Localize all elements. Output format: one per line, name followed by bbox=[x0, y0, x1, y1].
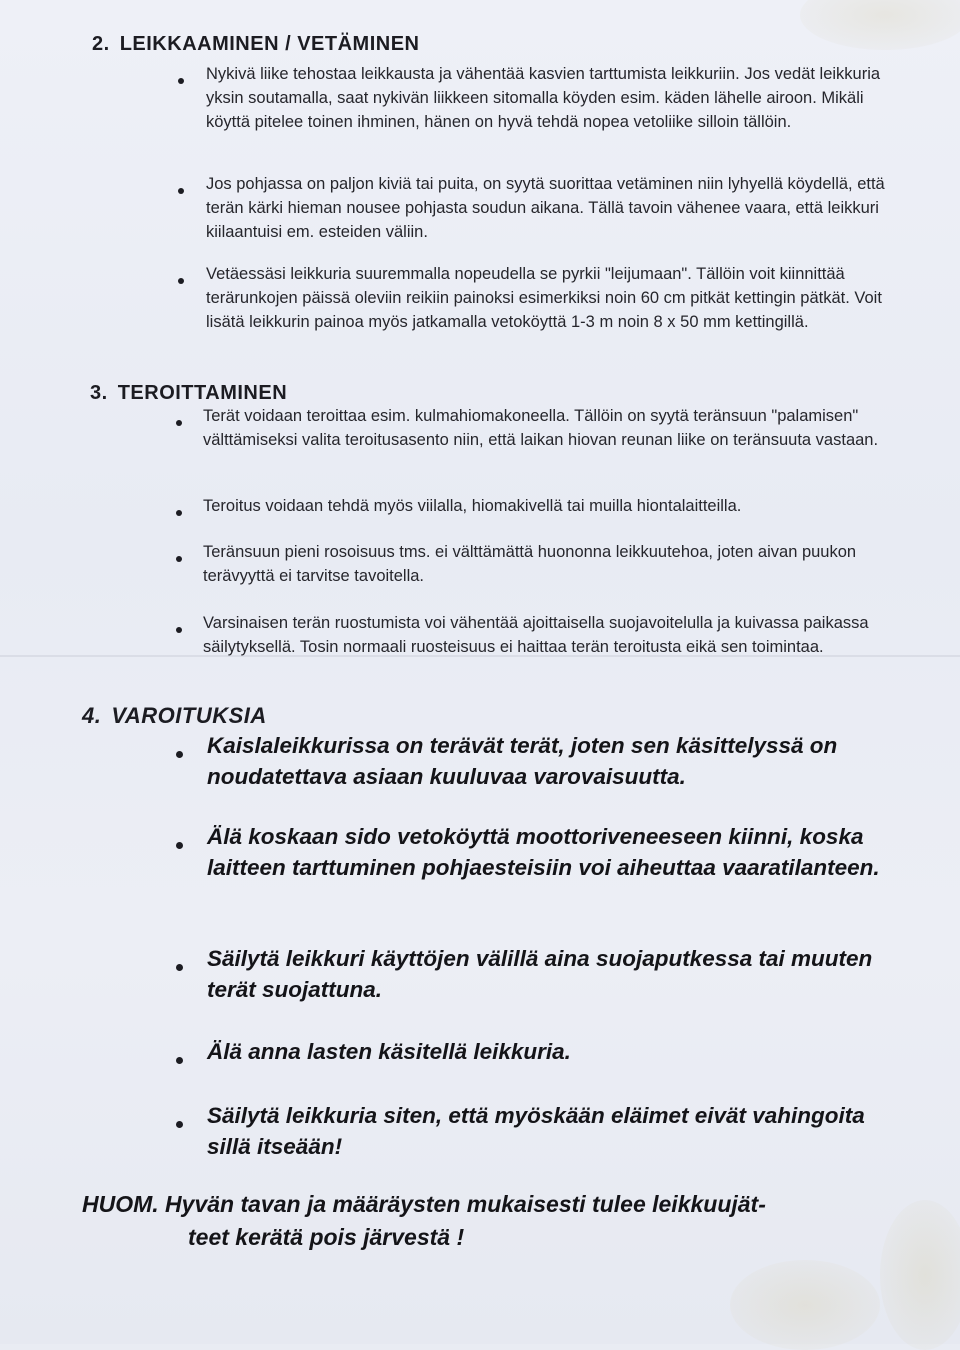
bullet-icon bbox=[178, 188, 184, 194]
bullet-icon bbox=[176, 751, 183, 758]
bullet-icon bbox=[176, 964, 183, 971]
item-text: Terät voidaan teroittaa esim. kulmahiomakoneella. Tällöin on syytä teränsuun "palamisen" välttämiseksi valita teroitusasento niin, että laikan hiovan reunan liike on teränsuuta vastaan. bbox=[203, 407, 879, 449]
bullet-icon bbox=[176, 556, 182, 562]
item-text: Nykivä liike tehostaa leikkausta ja vähentää kasvien tarttumista leikkuriin. Jos vedät leikkuria yksin soutamalla, saat nykivän liikkeen sitomalla köyden esim. käden lähelle airoon. Mikäli köyttä pitelee toinen ihminen, hänen on hyvä tehdä nopea vetoliike silloin tällöin. bbox=[206, 65, 881, 131]
note-line-2: teet kerätä pois järvestä ! bbox=[188, 1224, 465, 1250]
bullet-icon bbox=[176, 1121, 183, 1128]
bullet-icon bbox=[178, 278, 184, 284]
bullet-icon bbox=[176, 1057, 183, 1064]
item-text: Teroitus voidaan tehdä myös viilalla, hiomakivellä tai muilla hiontalaitteilla. bbox=[203, 497, 742, 515]
bullet-icon bbox=[176, 627, 182, 633]
section-heading bbox=[92, 33, 419, 56]
bullet-icon bbox=[178, 78, 184, 84]
bullet-icon bbox=[176, 842, 183, 849]
section-heading bbox=[90, 382, 287, 405]
warning-text: Säilytä leikkuria siten, että myöskään eläimet eivät vahingoita sillä itseään! bbox=[207, 1103, 865, 1159]
section-number: 4. bbox=[82, 703, 102, 728]
section-title: VAROITUKSIA bbox=[111, 703, 267, 728]
section-number: 3. bbox=[90, 382, 108, 404]
section-title: LEIKKAAMINEN / VETÄMINEN bbox=[119, 33, 420, 55]
section-title: TEROITTAMINEN bbox=[117, 382, 288, 404]
warning-text: Älä koskaan sido vetoköyttä moottoriveneeseen kiinni, koska laitteen tarttuminen pohjaesteisiin voi aiheuttaa vaaratilanteen. bbox=[207, 824, 880, 880]
item-text: Varsinaisen terän ruostumista voi vähentää ajoittaisella suojavoitelulla ja kuivassa paikassa säilytyksellä. Tosin normaali ruosteisuus ei haittaa terän teroitusta eikä sen toimintaa. bbox=[203, 614, 869, 656]
paper-stain bbox=[730, 1260, 880, 1350]
section-heading bbox=[82, 703, 267, 729]
warning-text: Kaislaleikkurissa on terävät terät, joten sen käsittelyssä on noudatettava asiaan kuuluvaa varovaisuutta. bbox=[207, 733, 838, 789]
note-line-1: HUOM. Hyvän tavan ja määräysten mukaisesti tulee leikkuujät- bbox=[82, 1191, 766, 1217]
bullet-icon bbox=[176, 510, 182, 516]
bullet-icon bbox=[176, 420, 182, 426]
item-text: Teränsuun pieni rosoisuus tms. ei välttämättä huononna leikkuutehoa, joten aivan puukon terävyyttä ei tarvitse tavoitella. bbox=[203, 543, 857, 585]
warning-text: Säilytä leikkuri käyttöjen välillä aina suojaputkessa tai muuten terät suojattuna. bbox=[207, 946, 873, 1002]
disposal-note bbox=[82, 1188, 902, 1254]
section-number: 2. bbox=[92, 33, 110, 55]
item-text: Vetäessäsi leikkuria suuremmalla nopeudella se pyrkii "leijumaan". Tällöin voit kiinnittää terärunkojen päissä oleviin reikiin painoksi esimerkiksi noin 60 cm pitkät kettingin pätkät. Voit lisätä leikkurin painoa myös jatkamalla vetoköyttä 1-3 m noin 8 x 50 mm kettingillä. bbox=[206, 265, 882, 331]
paper-stain bbox=[800, 0, 960, 50]
item-text: Jos pohjassa on paljon kiviä tai puita, on syytä suorittaa vetäminen niin lyhyellä köydellä, että terän kärki hieman nousee pohjasta soudun aikana. Tällä tavoin vähenee vaara, että leikkuri kiilaantuisi em. esteiden väliin. bbox=[206, 175, 885, 241]
warning-text: Älä anna lasten käsitellä leikkuria. bbox=[207, 1039, 571, 1064]
